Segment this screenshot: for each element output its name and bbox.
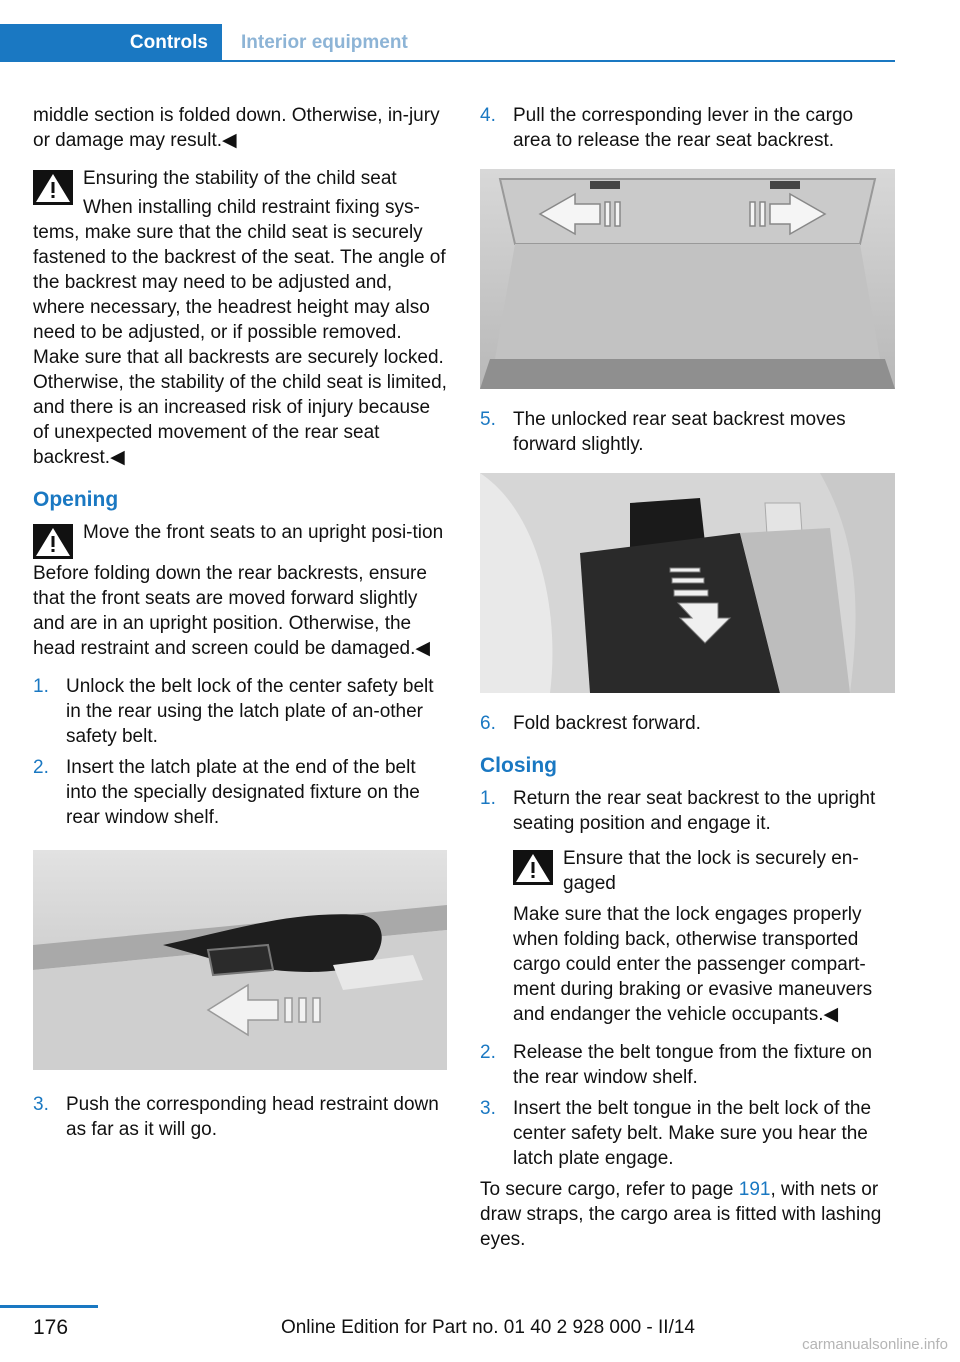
list-number: 4. [480,105,496,126]
list-item [480,103,895,153]
list-text: Insert the belt tongue in the belt lock of the center safety belt. Make sure you hear the latch plate engage. [513,1098,872,1169]
list-text: Insert the latch plate at the end of the belt into the specially designated fixture on the rear window shelf. [66,757,420,828]
warning-triangle-icon [33,524,73,559]
list-number: 6. [480,713,496,734]
warning-body: tems, make sure that the child seat is securely fastened to the backrest of the seat. The angle of the backrest may need to be adjusted and, where necessary, the headrest height may also need to be adjusted, or if possible removed. Make sure that all backrests are securely locked. Otherwise, the stability of the child seat is limited, and there is an increased risk of injury because of unexpected movement of the rear seat backrest.◀ [33,222,447,468]
list-number: 3. [33,1094,49,1115]
page-header [0,24,895,62]
warning-triangle-icon [33,170,73,205]
heading-opening: Opening [33,488,119,511]
section-tab-interior-equipment[interactable]: Interior equipment [241,32,408,53]
list-item [480,1040,895,1090]
list-text: Return the rear seat backrest to the upright seating position and engage it. [513,788,876,834]
warning-title: Ensure that the lock is securely en‐gaged [563,848,859,894]
right-column [480,103,895,1252]
warning-front-seats [33,520,447,661]
list-text: Pull the corresponding lever in the cargo area to release the rear seat backrest. [513,105,854,151]
photo-rear-seat-backrest [480,473,895,693]
list-number: 2. [480,1042,496,1063]
cargo-text-start: To secure cargo, refer to page [480,1179,739,1200]
list-text: The unlocked rear seat backrest moves forward slightly. [513,409,846,455]
list-text: Push the corresponding head restraint down as far as it will go. [66,1094,439,1140]
section-tab-controls[interactable]: Controls [0,24,222,62]
list-text: Release the belt tongue from the fixture on the rear window shelf. [513,1042,873,1088]
list-text: Unlock the belt lock of the center safety belt in the rear using the latch plate of an‐other safety belt. [66,676,434,747]
warning-lead: When installing child restraint fixing sys‐ [83,197,420,218]
warning-title: Ensuring the stability of the child seat [83,168,397,189]
list-item [33,755,447,830]
list-item [480,711,895,736]
warning-title: Move the front seats to an upright posi‐tion [83,522,444,543]
list-number: 2. [33,757,49,778]
list-item [33,674,447,749]
warning-body: Before folding down the rear backrests, ensure that the front seats are moved forward slightly and are in an upright position. Otherwise, the head restraint and screen could be damaged.◀ [33,563,430,659]
page-number-rule [0,1305,98,1308]
warning-child-seat [33,166,447,470]
list-item [480,1096,895,1171]
heading-closing: Closing [480,754,557,777]
list-item [33,1092,447,1142]
intro-paragraph: middle section is folded down. Otherwise, in‐jury or damage may result.◀ [33,105,440,151]
left-column [33,103,447,1148]
edition-footer: Online Edition for Part no. 01 40 2 928 000 - II/14 [280,1317,695,1338]
cargo-paragraph [480,1177,895,1252]
list-number: 1. [480,788,496,809]
list-item [480,407,895,457]
photo-cargo-area-levers [480,169,895,389]
page-number: 176 [33,1316,69,1339]
warning-triangle-icon [513,850,553,885]
warning-body: Make sure that the lock engages properly when folding back, otherwise transported cargo could enter the passenger compart‐ment during braking or evasive maneuvers and endanger the vehicle occupants.◀ [513,904,873,1025]
header-rule [222,60,895,62]
warning-lock-engaged [513,846,895,1027]
photo-rear-window-shelf-latch [33,850,447,1070]
watermark-text: carmanualsonline.info [802,1336,948,1353]
list-number: 5. [480,409,496,430]
list-item [480,786,895,836]
list-text: Fold backrest forward. [513,713,701,734]
list-number: 1. [33,676,49,697]
page-reference-link[interactable]: 191 [738,1179,771,1200]
list-number: 3. [480,1098,496,1119]
cargo-text-end: , with nets or draw straps, the cargo area is fitted with lashing eyes. [480,1179,882,1250]
